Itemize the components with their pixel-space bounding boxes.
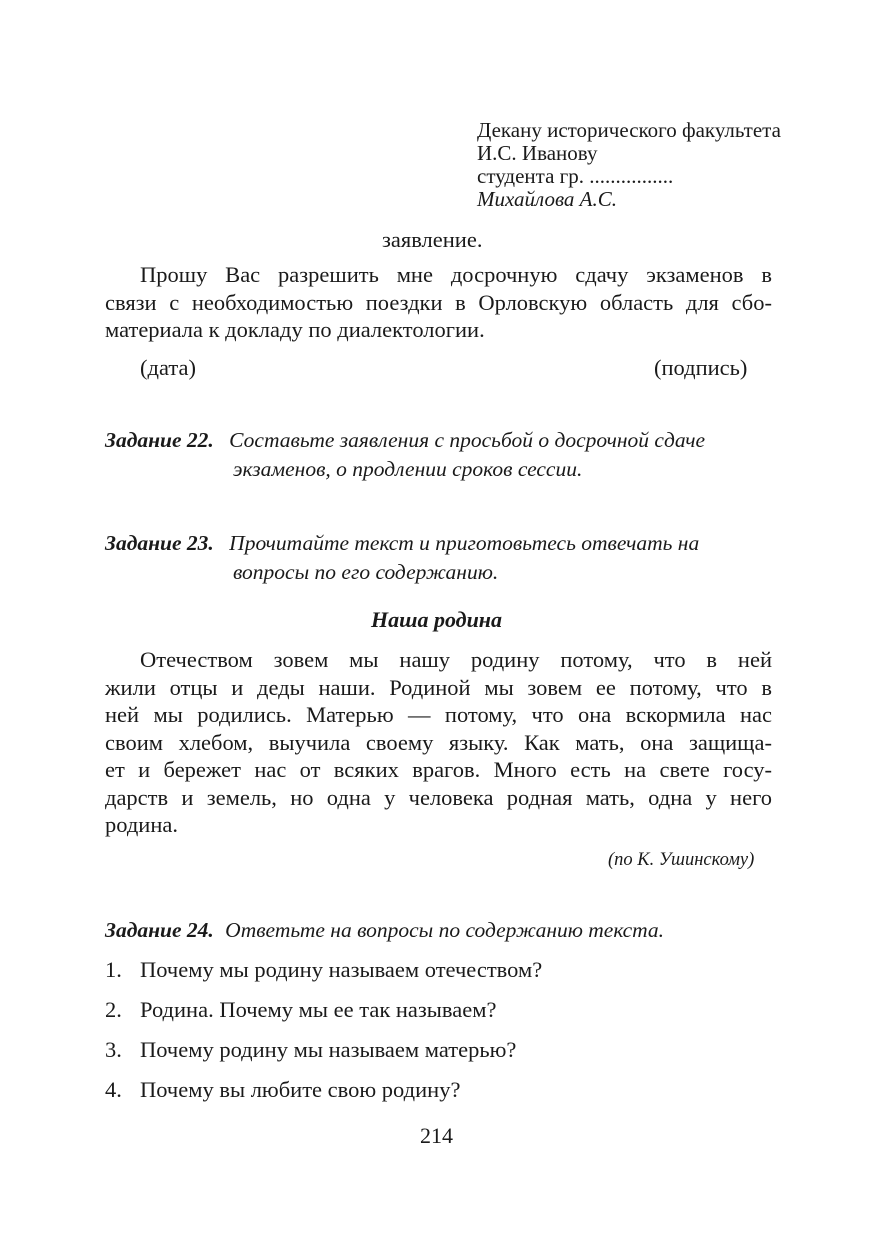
statement-title: заявление.	[382, 227, 483, 252]
question-text: Почему родину мы называем матерью?	[140, 1037, 517, 1062]
task-23-text-continued: вопросы по его содержанию.	[233, 560, 499, 584]
task-23	[105, 529, 772, 587]
reading-text-line: родина.	[105, 812, 178, 837]
task-22-text: Составьте заявления с просьбой о досрочной сдаче	[229, 428, 706, 452]
text-title: Наша родина	[371, 607, 503, 632]
task-22-label: Задание 22.	[105, 428, 214, 452]
attribution: (по К. Ушинскому)	[608, 850, 755, 870]
addressee-line-1: Декану исторического факультета	[477, 118, 781, 142]
task-24	[105, 916, 772, 945]
question-number: 1.	[105, 957, 122, 982]
reading-text-line: жили отцы и деды наши. Родиной мы зовем ее потому, что в	[105, 674, 772, 700]
reading-text-line: своим хлебом, выучила своему языку. Как мать, она защища-	[105, 729, 772, 755]
signature-label: (подпись)	[654, 355, 748, 380]
addressee-line-4: Михайлова А.С.	[477, 187, 618, 211]
date-label: (дата)	[140, 355, 196, 380]
statement-line: материала к докладу по диалектологии.	[105, 317, 485, 342]
question-text: Почему вы любите свою родину?	[140, 1077, 461, 1102]
addressee-line-2: И.С. Иванову	[477, 141, 598, 165]
reading-text-line: дарств и земель, но одна у человека родная мать, одна у него	[105, 784, 772, 810]
question-number: 4.	[105, 1077, 122, 1102]
page-number: 214	[420, 1123, 453, 1148]
reading-text-line: ней мы родились. Матерью — потому, что она вскормила нас	[105, 702, 772, 727]
question-number: 2.	[105, 997, 122, 1022]
question-text: Почему мы родину называем отечеством?	[140, 957, 543, 982]
task-22-text-continued: экзаменов, о продлении сроков сессии.	[233, 457, 583, 481]
reading-text-line: Отечеством зовем мы нашу родину потому, что в ней	[140, 647, 772, 672]
task-23-text: Прочитайте текст и приготовьтесь отвечать на	[229, 531, 700, 555]
task-22	[105, 426, 772, 484]
task-23-label: Задание 23.	[105, 531, 214, 555]
task-24-label: Задание 24.	[105, 918, 214, 942]
statement-line: Прошу Вас разрешить мне досрочную сдачу экзаменов в	[140, 262, 772, 287]
addressee-line-3: студента гр. ................	[477, 164, 674, 188]
task-24-text: Ответьте на вопросы по содержанию текста.	[225, 918, 665, 942]
question-number: 3.	[105, 1037, 122, 1062]
statement-paragraph	[105, 261, 772, 344]
reading-text-line: ет и бережет нас от всяких врагов. Много есть на свете госу-	[105, 757, 772, 782]
reading-text	[105, 646, 772, 839]
statement-line: связи с необходимостью поездки в Орловскую область для сбо-	[105, 289, 772, 315]
question-text: Родина. Почему мы ее так называем?	[140, 997, 497, 1022]
